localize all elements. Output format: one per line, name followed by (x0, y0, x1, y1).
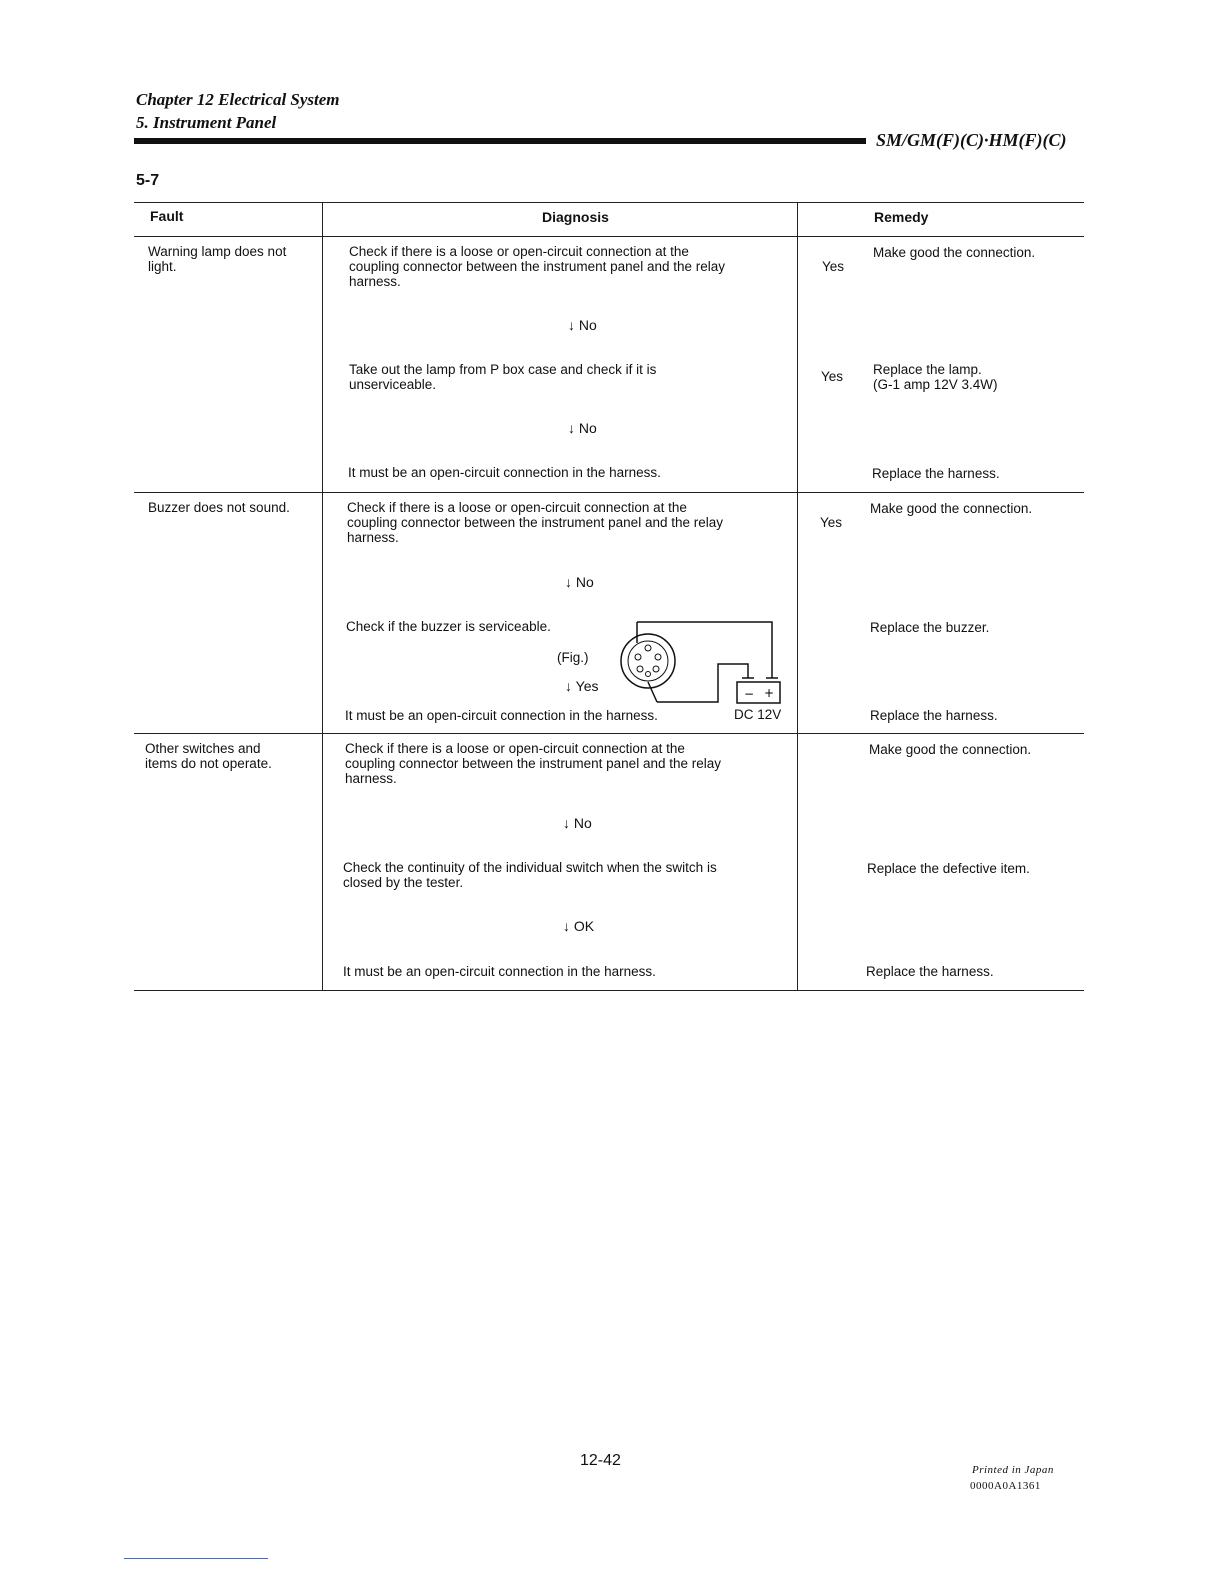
diagnosis-step: Check if there is a loose or open-circuit connection at the coupling connector between the instrument panel and the relay harness. (345, 741, 721, 786)
diagnosis-step: Check the continuity of the individual switch when the switch is closed by the tester. (343, 860, 717, 890)
column-divider (797, 202, 798, 990)
diagnosis-step: It must be an open-circuit connection in the harness. (343, 964, 656, 979)
header-rule (134, 138, 866, 144)
fault-cell: Warning lamp does not light. (148, 244, 287, 274)
header-remedy: Remedy (874, 209, 929, 225)
dc-voltage-label: DC 12V (734, 707, 782, 722)
flow-arrow: ↓ No (568, 317, 597, 333)
row-divider (134, 492, 1084, 493)
buzzer-test-figure (600, 612, 790, 708)
document-code: 0000A0A1361 (970, 1480, 1041, 1492)
flow-arrow: ↓ OK (563, 918, 595, 934)
table-bottom-line (134, 990, 1084, 991)
remedy-cell: Make good the connection. (873, 245, 1036, 260)
page-number: 12-42 (580, 1452, 621, 1469)
table-top-line (134, 202, 1084, 203)
remedy-cell: Make good the connection. (869, 742, 1032, 757)
remedy-cell: Replace the harness. (870, 708, 998, 723)
model-code: SM/GM(F)(C)·HM(F)(C) (876, 130, 1067, 150)
fault-cell: Other switches and items do not operate. (145, 741, 272, 771)
section-title: 5. Instrument Panel (136, 113, 277, 132)
remedy-cell: Replace the buzzer. (870, 620, 990, 635)
diagnosis-step: Take out the lamp from P box case and check if it is unserviceable. (349, 362, 657, 392)
flow-arrow: ↓ No (568, 420, 597, 436)
printed-in-japan: Printed in Japan (972, 1464, 1054, 1476)
remedy-cell: Replace the lamp. (G-1 amp 12V 3.4W) (873, 362, 998, 392)
remedy-cell: Make good the connection. (870, 501, 1033, 516)
fig-label: (Fig.) (557, 650, 589, 665)
fault-cell: Buzzer does not sound. (148, 500, 290, 515)
yes-branch-label: Yes (820, 515, 843, 530)
bottom-edge-line (124, 1558, 268, 1559)
row-divider (134, 733, 1084, 734)
diagnosis-step: Check if the buzzer is serviceable. (346, 619, 551, 634)
flow-arrow: ↓ Yes (565, 678, 599, 694)
yes-branch-label: Yes (821, 369, 844, 384)
flow-arrow: ↓ No (563, 815, 592, 831)
flow-arrow: ↓ No (565, 574, 594, 590)
battery-minus-sign: − (744, 687, 755, 701)
header-bottom-line (134, 236, 1084, 237)
battery-plus-sign: + (764, 686, 775, 700)
chapter-title: Chapter 12 Electrical System (136, 90, 340, 109)
header-diagnosis: Diagnosis (542, 209, 609, 225)
diagnosis-step: It must be an open-circuit connection in the harness. (348, 465, 661, 480)
column-divider (322, 202, 323, 990)
section-number: 5-7 (136, 172, 160, 189)
remedy-cell: Replace the defective item. (867, 861, 1030, 876)
diagnosis-step: It must be an open-circuit connection in the harness. (345, 708, 658, 723)
header-fault: Fault (150, 208, 184, 224)
yes-branch-label: Yes (822, 259, 845, 274)
diagnosis-step: Check if there is a loose or open-circuit connection at the coupling connector between the instrument panel and the relay harness. (349, 244, 725, 289)
remedy-cell: Replace the harness. (872, 466, 1000, 481)
remedy-cell: Replace the harness. (866, 964, 994, 979)
diagnosis-step: Check if there is a loose or open-circuit connection at the coupling connector between the instrument panel and the relay harness. (347, 500, 723, 545)
